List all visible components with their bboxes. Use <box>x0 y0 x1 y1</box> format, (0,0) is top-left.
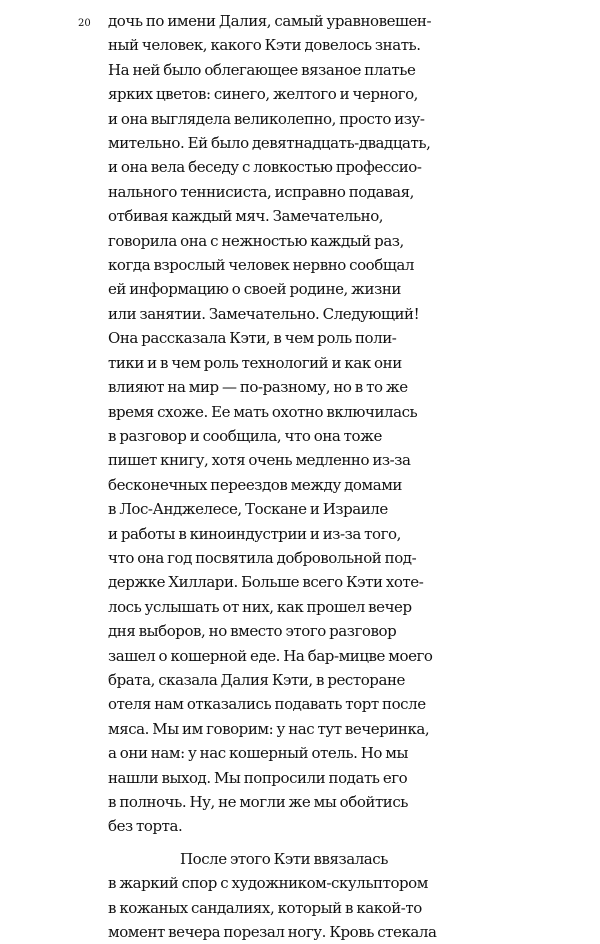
text-line: и работы в киноиндустрии и из-за того, <box>108 524 401 543</box>
text-line: мительно. Ей было девятнадцать-двадцать, <box>108 134 431 153</box>
text-line: отеля нам отказались подавать торт после <box>108 695 426 714</box>
text-line: что она год посвятила добровольной под- <box>108 548 417 567</box>
text-line: и она вела беседу с ловкостью профессио- <box>108 158 422 177</box>
text-line: в полночь. Ну, не могли же мы обойтись <box>108 793 409 811</box>
text-line: в Лос-Анджелесе, Тоскане и Израиле <box>108 500 388 519</box>
text-line: бесконечных переездов между домами <box>108 475 402 494</box>
text-line: держке Хиллари. Больше всего Кэти хоте- <box>108 573 424 592</box>
text-line: время схоже. Ее мать охотно включилась <box>108 402 418 421</box>
text-line: нашли выход. Мы попросили подать его <box>108 768 408 787</box>
text-line: Она рассказала Кэти, в чем роль поли- <box>108 329 397 348</box>
text-line: пишет книгу, хотя очень медленно из-за <box>108 451 411 470</box>
text-line: дочь по имени Далия, самый уравновешен- <box>108 12 432 30</box>
text-line: влияют на мир — по-разному, но в то же <box>108 378 408 397</box>
text-line: а они нам: у нас кошерный отель. Но мы <box>108 744 408 763</box>
text-line: ей информацию о своей родине, жизни <box>108 280 401 299</box>
text-line: ный человек, какого Кэти довелось знать. <box>108 36 421 55</box>
text-line: в разговор и сообщила, что она тоже <box>108 426 382 445</box>
paragraph <box>108 9 488 839</box>
page-number: 20 <box>78 18 91 29</box>
text-line: мяса. Мы им говорим: у нас тут вечеринка, <box>108 719 430 738</box>
text-line: когда взрослый человек нервно сообщал <box>108 256 414 275</box>
text-line: После этого Кэти ввязалась <box>180 849 388 868</box>
text-line: в жаркий спор с художником-скульптором <box>108 874 428 893</box>
text-line: брата, сказала Далия Кэти, в ресторане <box>108 670 405 689</box>
text-line: отбивая каждый мяч. Замечательно, <box>108 207 384 226</box>
text-line: момент вечера порезал ногу. Кровь стекала <box>108 923 437 942</box>
text-line: говорила она с нежностью каждый раз, <box>108 231 404 250</box>
text-line: в кожаных сандалиях, который в какой-то <box>108 898 422 917</box>
text-line: нального теннисиста, исправно подавая, <box>108 182 414 201</box>
text-line: или занятии. Замечательно. Следующий! <box>108 304 420 323</box>
text-line: лось услышать от них, как прошел вечер <box>108 597 412 616</box>
text-line: и она выглядела великолепно, просто изу- <box>108 109 425 128</box>
paragraph-spacer <box>108 839 488 847</box>
text-line: ярких цветов: синего, желтого и черного, <box>108 85 418 104</box>
text-line: дня выборов, но вместо этого разговор <box>108 622 397 641</box>
text-line: На ней было облегающее вязаное платье <box>108 60 416 79</box>
body-text <box>108 9 488 944</box>
paragraph <box>108 847 488 944</box>
text-line: зашел о кошерной еде. На бар-мицве моего <box>108 646 433 665</box>
text-line: тики и в чем роль технологий и как они <box>108 353 402 372</box>
text-line: без торта. <box>108 817 183 836</box>
